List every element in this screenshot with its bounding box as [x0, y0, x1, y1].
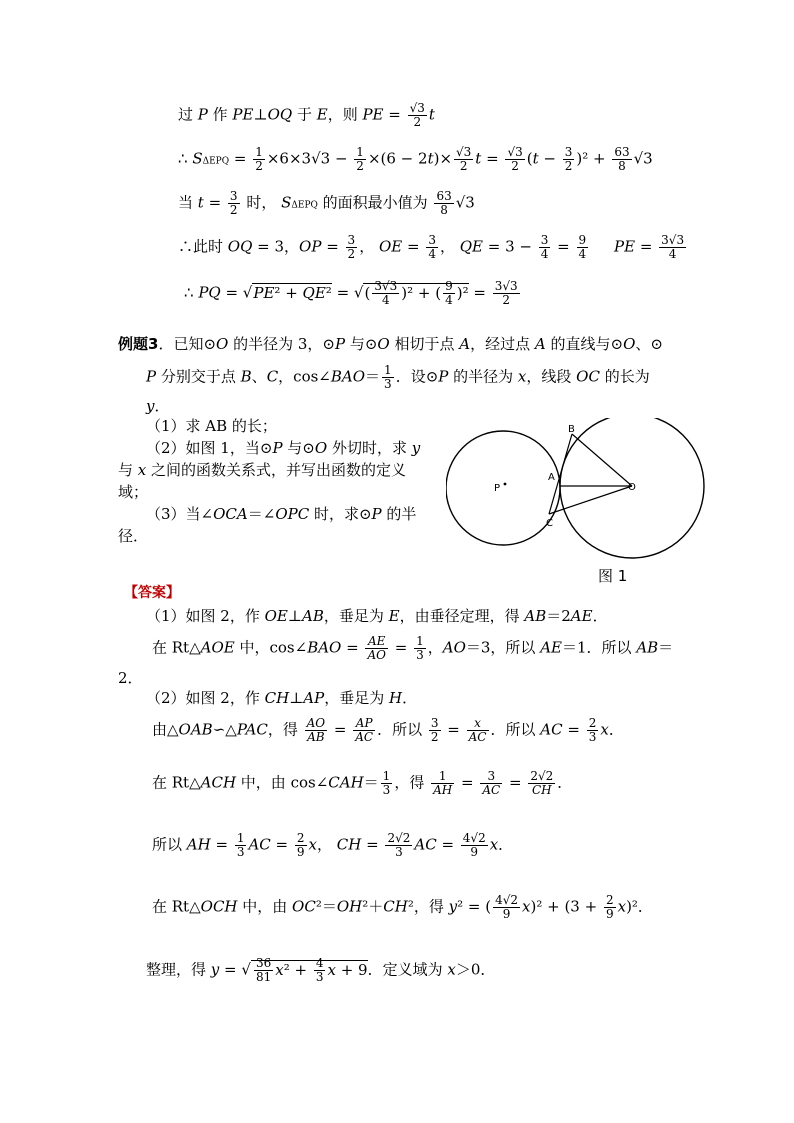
answer-line-1: （1）如图 2，作 OE⊥AB，垂足为 E，由垂径定理，得 AB＝2AE． — [146, 607, 608, 625]
question-3a: （3）当∠OCA＝∠OPC 时，求⊙P 的半 — [146, 505, 417, 523]
question-3b: 径． — [118, 527, 149, 545]
label-a: A — [548, 472, 555, 483]
solution-line-5: ∴ PQ = √PE² + QE² = √( $\frac{3√3}{4}$ )² + ( $\frac{9}{4}$ )² = $\frac{3√3}{2}$ — [184, 279, 518, 307]
question-2a: （2）如图 1，当⊙P 与⊙O 外切时，求 y — [146, 439, 421, 457]
example-line-3: y． — [146, 397, 170, 415]
solution-line-3: 当 t = $\frac{3}{2}$ 时， SΔEPQ 的面积最小值为 $\frac{63}{8}$ √3 — [178, 189, 475, 217]
answer-line-2b: 2． — [118, 669, 143, 687]
answer-line-6: 所以 AH = $\frac{1}{3}$ AC = $\frac{2}{9}$ x， CH = $\frac{2√2}{3}$ AC = $\frac{4√2}{9}$ x． — [152, 831, 514, 859]
answer-line-7: 在 Rt△OCH 中，由 OC²＝OH²＋CH²，得 y² = ( $\frac{4√2}{9}$ x)² + (3 + $\frac{2}{9}$ x)²． — [152, 893, 653, 921]
answer-line-3: （2）如图 2，作 CH⊥AP，垂足为 H． — [146, 689, 418, 707]
label-p: P — [494, 483, 501, 494]
question-2b: 与 x 之间的函数关系式，并写出函数的定义 — [118, 461, 407, 479]
example-line-2: P 分别交于点 B、C，cos∠BAO＝ $\frac{1}{3}$ ．设⊙P 的半径为 x，线段 OC 的长为 — [146, 363, 650, 391]
line-o-b — [572, 434, 632, 486]
example-label: 例题3 — [118, 335, 159, 353]
solution-line-1: 过 P 作 PE⊥OQ 于 E，则 PE = $\frac{√3}{2}$ t — [178, 101, 435, 129]
answer-line-2: 在 Rt△AOE 中，cos∠BAO = $\frac{AE}{AO}$ = $\frac{1}{3}$ ，AO＝3，所以 AE＝1．所以 AB＝ — [152, 634, 674, 662]
question-2c: 域； — [118, 483, 149, 501]
figure-1 — [446, 418, 706, 568]
label-c: C — [546, 518, 553, 529]
circle-p — [446, 431, 560, 545]
solution-line-2: ∴ SΔEPQ = $\frac{1}{2}$ ×6×3√3 − $\frac{1}{2}$ ×(6 − 2t)× $\frac{√3}{2}$ t = $\frac{√3}{2}$ (t − $\frac{3}{2}$ )² + $\frac{63}{8}$ √3 — [178, 145, 653, 173]
question-1: （1）求 AB 的长； — [146, 417, 277, 435]
solution-line-4: ∴此时 OQ = 3，OP = $\frac{3}{2}$ ， OE = $\frac{3}{4}$ ， QE = 3 − $\frac{3}{4}$ = $\frac{9}{4}$ PE = $\frac{3√3}{4}$ — [178, 233, 685, 261]
label-b: B — [568, 424, 575, 435]
figure-caption: 图 1 — [598, 567, 628, 585]
answer-line-5: 在 Rt△ACH 中，由 cos∠CAH＝ $\frac{1}{3}$ ，得 $\frac{1}{AH}$ = $\frac{3}{AC}$ = $\frac{2√2}{CH}$ ． — [152, 769, 573, 797]
answer-line-4: 由△OAB∽△PAC，得 $\frac{AO}{AB}$ = $\frac{AP}{AC}$ ．所以 $\frac{3}{2}$ = $\frac{x}{AC}$ ．所以 AC = $\frac{2}{3}$ x． — [152, 716, 624, 744]
point-p — [504, 483, 507, 486]
example-line-1: 例题3．已知⊙O 的半径为 3，⊙P 与⊙O 相切于点 A，经过点 A 的直线与⊙O、⊙ — [118, 335, 663, 353]
answer-line-8: 整理，得 y = √ $\frac{36}{81}$ x² + $\frac{4}{3}$ x + 9．定义域为 x＞0． — [146, 956, 496, 984]
label-o: O — [628, 482, 636, 493]
answer-tag: 【答案】 — [124, 585, 180, 601]
